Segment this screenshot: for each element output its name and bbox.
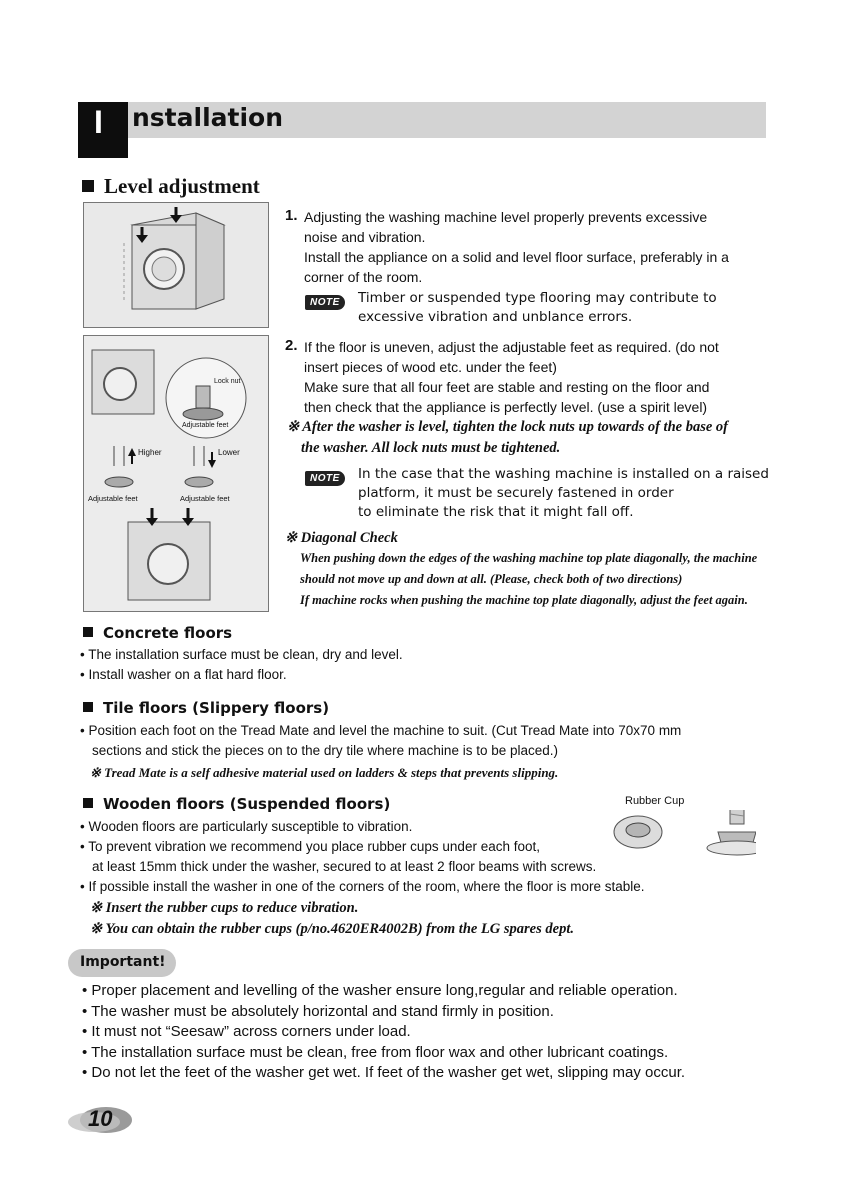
square-bullet-icon (83, 627, 93, 637)
wooden-floors-heading-text: Wooden floors (Suspended floors) (103, 795, 391, 813)
note-badge-icon: NOTE (305, 295, 345, 310)
step-1-text (304, 207, 774, 287)
diagonal-check-line: When pushing down the edges of the washing machine top plate diagonally, the machine (300, 551, 758, 565)
level-adjustment-heading (82, 174, 260, 199)
list-item: sections and stick the pieces on to the dry tile where machine is to be placed.) (92, 743, 559, 758)
note-2-line: to eliminate the risk that it might fall off. (358, 504, 634, 520)
rubber-cup-notes (90, 898, 790, 940)
concrete-floors-heading-text: Concrete floors (103, 624, 233, 642)
figure-adjustable-feet (83, 335, 269, 612)
step-1-line: Install the appliance on a solid and level floor surface, preferably in a (304, 249, 729, 265)
concrete-floors-heading (83, 624, 232, 642)
important-list (82, 981, 822, 1084)
step-2-line: If the floor is uneven, adjust the adjustable feet as required. (do not (304, 339, 719, 355)
list-item: • Proper placement and levelling of the washer ensure long,regular and reliable operation. (82, 982, 678, 999)
list-item: • Position each foot on the Tread Mate and level the machine to suit. (Cut Tread Mate into 70x70 mm (80, 723, 682, 738)
section-title-initial-block (78, 102, 128, 158)
square-bullet-icon (82, 180, 94, 192)
rubber-cup-note-line: ※ Insert the rubber cups to reduce vibration. (90, 900, 359, 916)
washer-illustration (84, 203, 268, 327)
note-2-line: In the case that the washing machine is installed on a raised (358, 466, 769, 482)
important-label: Important! (80, 954, 166, 970)
concrete-floors-list (80, 645, 780, 685)
note-badge-1 (305, 292, 345, 310)
step-2-line: Make sure that all four feet are stable and resting on the floor and (304, 379, 710, 395)
step-2-line: then check that the appliance is perfectly level. (use a spirit level) (304, 399, 708, 415)
tile-floors-heading-text: Tile floors (Slippery floors) (103, 699, 330, 717)
lock-nut-note (287, 417, 787, 459)
note-2-line: platform, it must be securely fastened in order (358, 485, 674, 501)
list-item: at least 15mm thick under the washer, secured to at least 2 floor beams with screws. (92, 859, 597, 874)
diagonal-check-line: If machine rocks when pushing the machine top plate diagonally, adjust the feet again. (300, 593, 748, 607)
page-number: 10 (88, 1106, 113, 1131)
step-2-text (304, 337, 774, 417)
list-item: • The installation surface must be clean, dry and level. (80, 647, 403, 662)
note-1-line: excessive vibration and unblance errors. (358, 309, 633, 325)
note-2-text (358, 465, 778, 522)
section-title: nstallation (132, 103, 284, 132)
wooden-floors-heading (83, 795, 390, 813)
section-title-initial: I (94, 104, 103, 140)
step-1-line: corner of the room. (304, 269, 423, 285)
adjustable-feet-right-label: Adjustable feet (180, 494, 230, 503)
rubber-cup-label: Rubber Cup (625, 795, 685, 807)
diagonal-check-line: should not move up and down at all. (Please, check both of two directions) (300, 572, 683, 586)
lock-nut-note-line: the washer. All lock nuts must be tightened. (301, 440, 561, 456)
diagonal-check-heading: ※ Diagonal Check (285, 530, 398, 546)
lock-nut-note-line: ※ After the washer is level, tighten the lock nuts up towards of the base of (287, 419, 728, 435)
step-1-number: 1. (285, 207, 298, 224)
lock-nut-label: Lock nut (214, 378, 241, 385)
wooden-floors-list (80, 817, 800, 897)
square-bullet-icon (83, 798, 93, 808)
rubber-cup-note-line: ※ You can obtain the rubber cups (p/no.4620ER4002B) from the LG spares dept. (90, 921, 574, 937)
list-item: • Install washer on a flat hard floor. (80, 667, 287, 682)
list-item: • If possible install the washer in one of the corners of the room, where the floor is more stable. (80, 879, 645, 894)
higher-label: Higher (138, 448, 162, 457)
list-item: • It must not “Seesaw” across corners under load. (82, 1023, 411, 1040)
note-1-line: Timber or suspended type flooring may contribute to (358, 290, 717, 306)
list-item: • The washer must be absolutely horizontal and stand firmly in position. (82, 1002, 554, 1020)
tile-floors-list (80, 721, 800, 761)
lower-label: Lower (218, 448, 240, 457)
list-item: • To prevent vibration we recommend you place rubber cups under each foot, (80, 839, 540, 854)
note-1-text (358, 289, 758, 327)
diagonal-check-text (300, 548, 780, 611)
step-1-line: noise and vibration. (304, 229, 426, 245)
list-item: • The installation surface must be clean, free from floor wax and other lubricant coatings. (82, 1043, 669, 1061)
note-badge-2 (305, 468, 345, 486)
step-2-number: 2. (285, 337, 298, 354)
level-adjustment-heading-text: Level adjustment (104, 174, 260, 198)
square-bullet-icon (83, 702, 93, 712)
step-1-line: Adjusting the washing machine level properly prevents excessive (304, 209, 708, 225)
note-badge-icon: NOTE (305, 471, 345, 486)
tile-floors-heading (83, 699, 329, 717)
adjustable-feet-label: Adjustable feet (182, 422, 229, 429)
step-2-line: insert pieces of wood etc. under the feet) (304, 359, 557, 375)
adjustable-feet-left-label: Adjustable feet (88, 494, 138, 503)
figure-washer-level (83, 202, 269, 328)
tread-mate-note: ※ Tread Mate is a self adhesive material used on ladders & steps that prevents slipping. (90, 765, 559, 780)
list-item: • Wooden floors are particularly susceptible to vibration. (80, 819, 413, 834)
list-item: • Do not let the feet of the washer get wet. If feet of the washer get wet, slipping may occur. (82, 1064, 686, 1081)
